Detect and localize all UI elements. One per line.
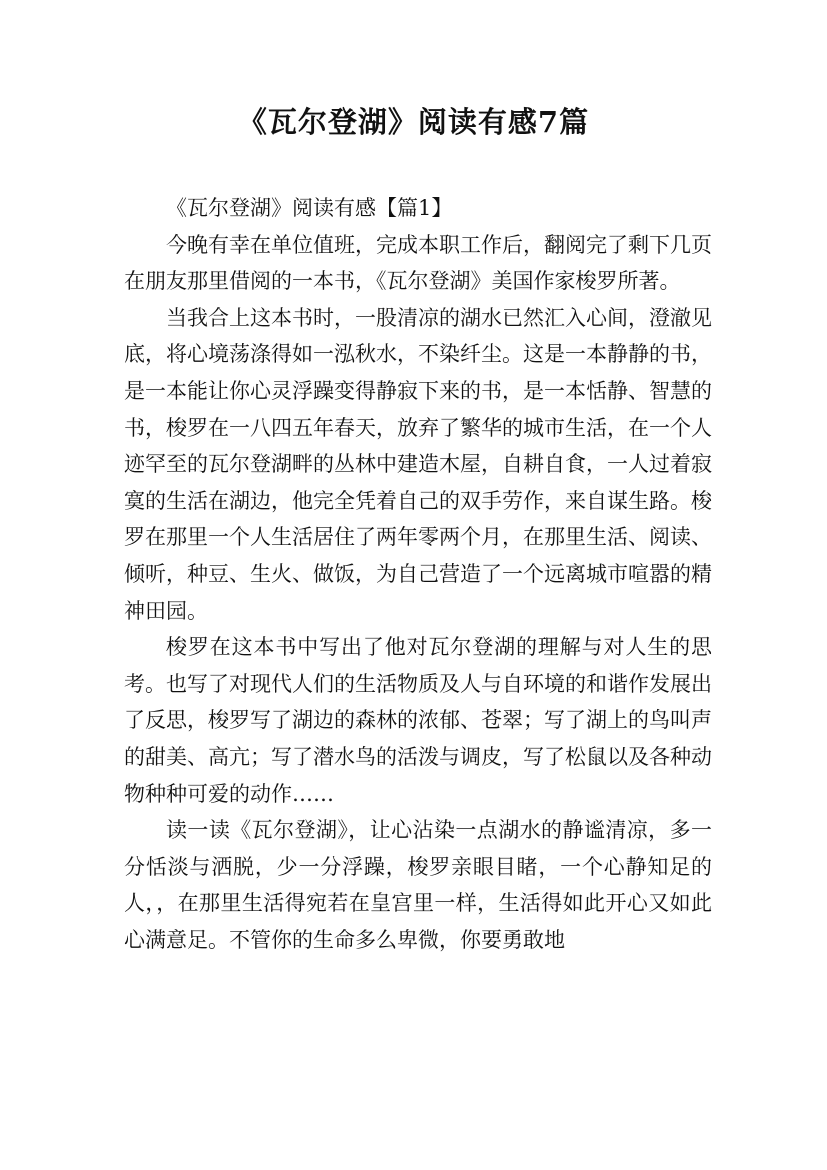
paragraph-1: 今晚有幸在单位值班，完成本职工作后，翻阅完了剩下几页在朋友那里借阅的一本书，《瓦尔登湖》美国作家梭罗所著。 xyxy=(124,232,712,294)
document-title: 《瓦尔登湖》阅读有感7篇 xyxy=(237,105,590,139)
paragraph-4: 读一读《瓦尔登湖》，让心沾染一点湖水的静谧清凉，多一分恬淡与洒脱，少一分浮躁，梭罗亲眼目睹，一个心静知足的人，，在那里生活得宛若在皇宫里一样，生活得如此开心又如此心满意足。不管你的生命多么卑微，你要勇敢地 xyxy=(124,818,712,952)
paragraph-2: 当我合上这本书时，一股清凉的湖水已然汇入心间，澄澈见底，将心境荡涤得如一泓秋水，不染纤尘。这是一本静静的书，是一本能让你心灵浮躁变得静寂下来的书，是一本恬静、智慧的书，梭罗在一八四五年春天，放弃了繁华的城市生活，在一个人迹罕至的瓦尔登湖畔的丛林中建造木屋，自耕自食，一人过着寂寞的生活在湖边，他完全凭着自己的双手劳作，来自谋生路。梭罗在那里一个人生活居住了两年零两个月，在那里生活、阅读、倾听，种豆、生火、做饭，为自己营造了一个远离城市喧嚣的精神田园。 xyxy=(124,305,712,623)
section-heading: 《瓦尔登湖》阅读有感【篇1】 xyxy=(166,196,453,220)
document-body xyxy=(124,190,712,958)
paragraph-3: 梭罗在这本书中写出了他对瓦尔登湖的理解与对人生的思考。也写了对现代人们的生活物质及人与自环境的和谐作发展出了反思，梭罗写了湖边的森林的浓郁、苍翠；写了湖上的鸟叫声的甜美、高亢；写了潜水鸟的活泼与调皮，写了松鼠以及各种动物种种可爱的动作…… xyxy=(124,635,712,806)
